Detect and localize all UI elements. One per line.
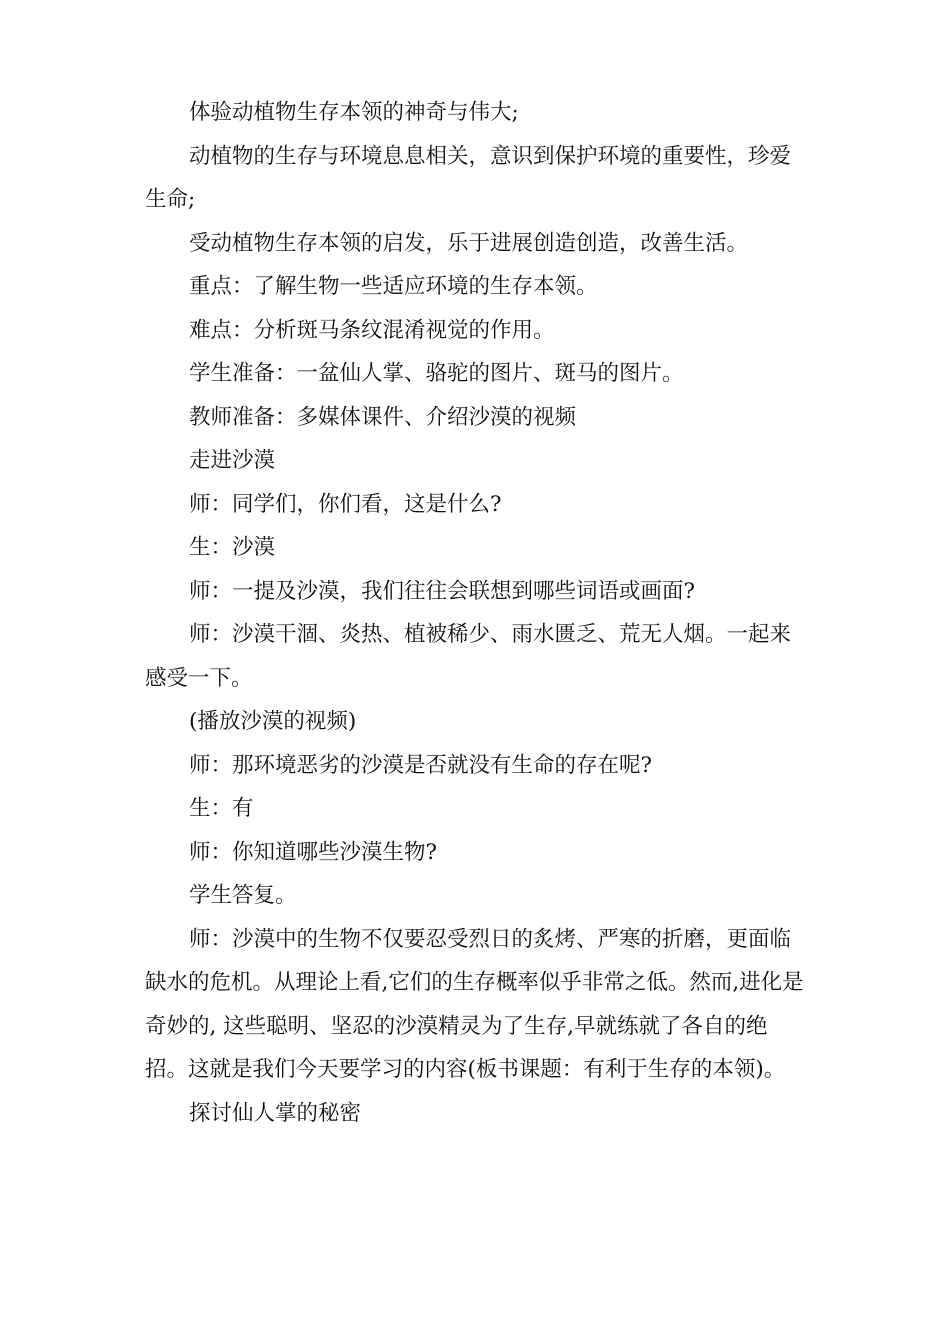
paragraph-key-point: 重点：了解生物一些适应环境的生存本领。: [189, 274, 598, 299]
dialogue-line: 师：那环境恶劣的沙漠是否就没有生命的存在呢?: [189, 752, 653, 778]
dialogue-line: 师：沙漠中的生物不仅要忍受烈日的炙烤、严寒的折磨，更面临缺水的危机。从理论上看,它们的生存概率似乎非常之低。然而,进化是奇妙的, 这些聪明、坚忍的沙漠精灵为了生存,早就练就了各自的绝招。这就是我们今天要学习的内容(板书课题：有利于生存的本领)。: [145, 926, 804, 1082]
dialogue-line: 生：沙漠: [189, 535, 276, 560]
stage-direction: (播放沙漠的视频): [189, 709, 357, 734]
dialogue-line: 师：你知道哪些沙漠生物?: [189, 839, 438, 865]
document-body: [145, 91, 810, 1135]
paragraph-student-prep: 学生准备：一盆仙人掌、骆驼的图片、斑马的图片。: [189, 361, 684, 386]
paragraph-goal-wonder: 体验动植物生存本领的神奇与伟大;: [189, 100, 519, 125]
paragraph-goal-creativity: 受动植物生存本领的启发，乐于进展创造创造，改善生活。: [189, 230, 749, 256]
paragraph-difficulty: 难点：分析斑马条纹混淆视觉的作用。: [189, 317, 555, 343]
dialogue-line: 师：沙漠干涸、炎热、植被稀少、雨水匮乏、荒无人烟。一起来感受一下。: [145, 622, 792, 691]
dialogue-line: 学生答复。: [189, 883, 297, 908]
paragraph-goal-environment: 动植物的生存与环境息息相关，意识到保护环境的重要性，珍爱生命;: [145, 143, 792, 212]
dialogue-line: 生：有: [189, 796, 254, 821]
section-heading-desert: 走进沙漠: [189, 448, 276, 473]
section-heading-cactus: 探讨仙人掌的秘密: [189, 1100, 362, 1126]
dialogue-line: 师：一提及沙漠，我们往往会联想到哪些词语或画面?: [189, 578, 696, 604]
dialogue-line: 师：同学们，你们看，这是什么?: [189, 491, 502, 517]
paragraph-teacher-prep: 教师准备：多媒体课件、介绍沙漠的视频: [189, 404, 577, 430]
